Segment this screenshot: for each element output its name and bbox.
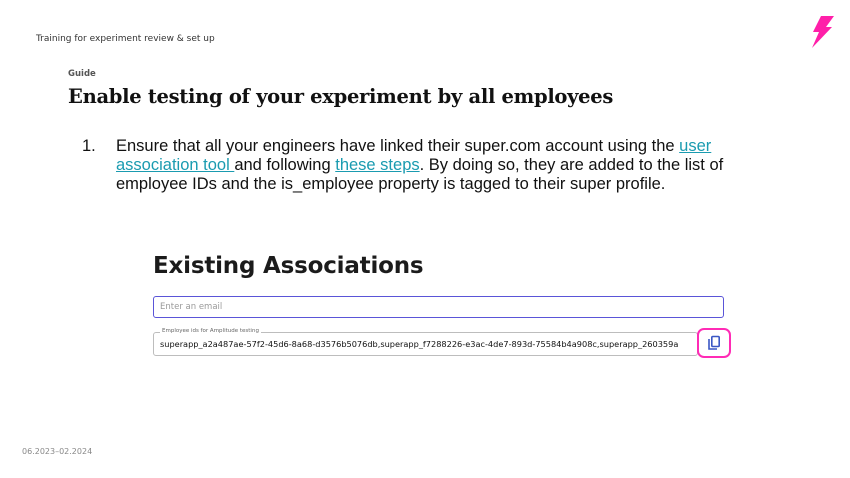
copy-icon: [707, 335, 721, 351]
guide-label: Guide: [68, 69, 96, 79]
employee-ids-label: Employee ids for Amplitude testing: [162, 328, 259, 334]
lightning-bolt-icon: [808, 16, 836, 48]
step-text: [116, 137, 762, 194]
copy-button[interactable]: [697, 328, 731, 358]
step-text-part: . By doing so, they are added to the list of employee IDs and the is_employee property is tagged to their super profile.: [116, 156, 724, 193]
employee-ids-value: superapp_a2a487ae-57f2-45d6-8a68-d3576b5076db,superapp_f7288226-e3ac-4de7-893d-75584b4a908c,superapp_260359a: [160, 339, 679, 349]
existing-associations-heading: Existing Associations: [153, 253, 424, 279]
email-input[interactable]: [153, 296, 724, 318]
step-text-part: and following: [234, 156, 336, 174]
page-title: Enable testing of your experiment by all employees: [68, 85, 614, 108]
step-text-part: Ensure that all your engineers have linked their super.com account using the: [116, 137, 680, 155]
training-title: Training for experiment review & set up: [36, 34, 215, 44]
these-steps-link[interactable]: these steps: [335, 156, 420, 174]
employee-ids-field[interactable]: [153, 328, 698, 356]
step-item: [82, 137, 762, 194]
footer-date-range: 06.2023–02.2024: [22, 447, 93, 456]
user-association-tool-link[interactable]: user association tool: [116, 137, 712, 174]
step-number: 1.: [82, 137, 96, 155]
